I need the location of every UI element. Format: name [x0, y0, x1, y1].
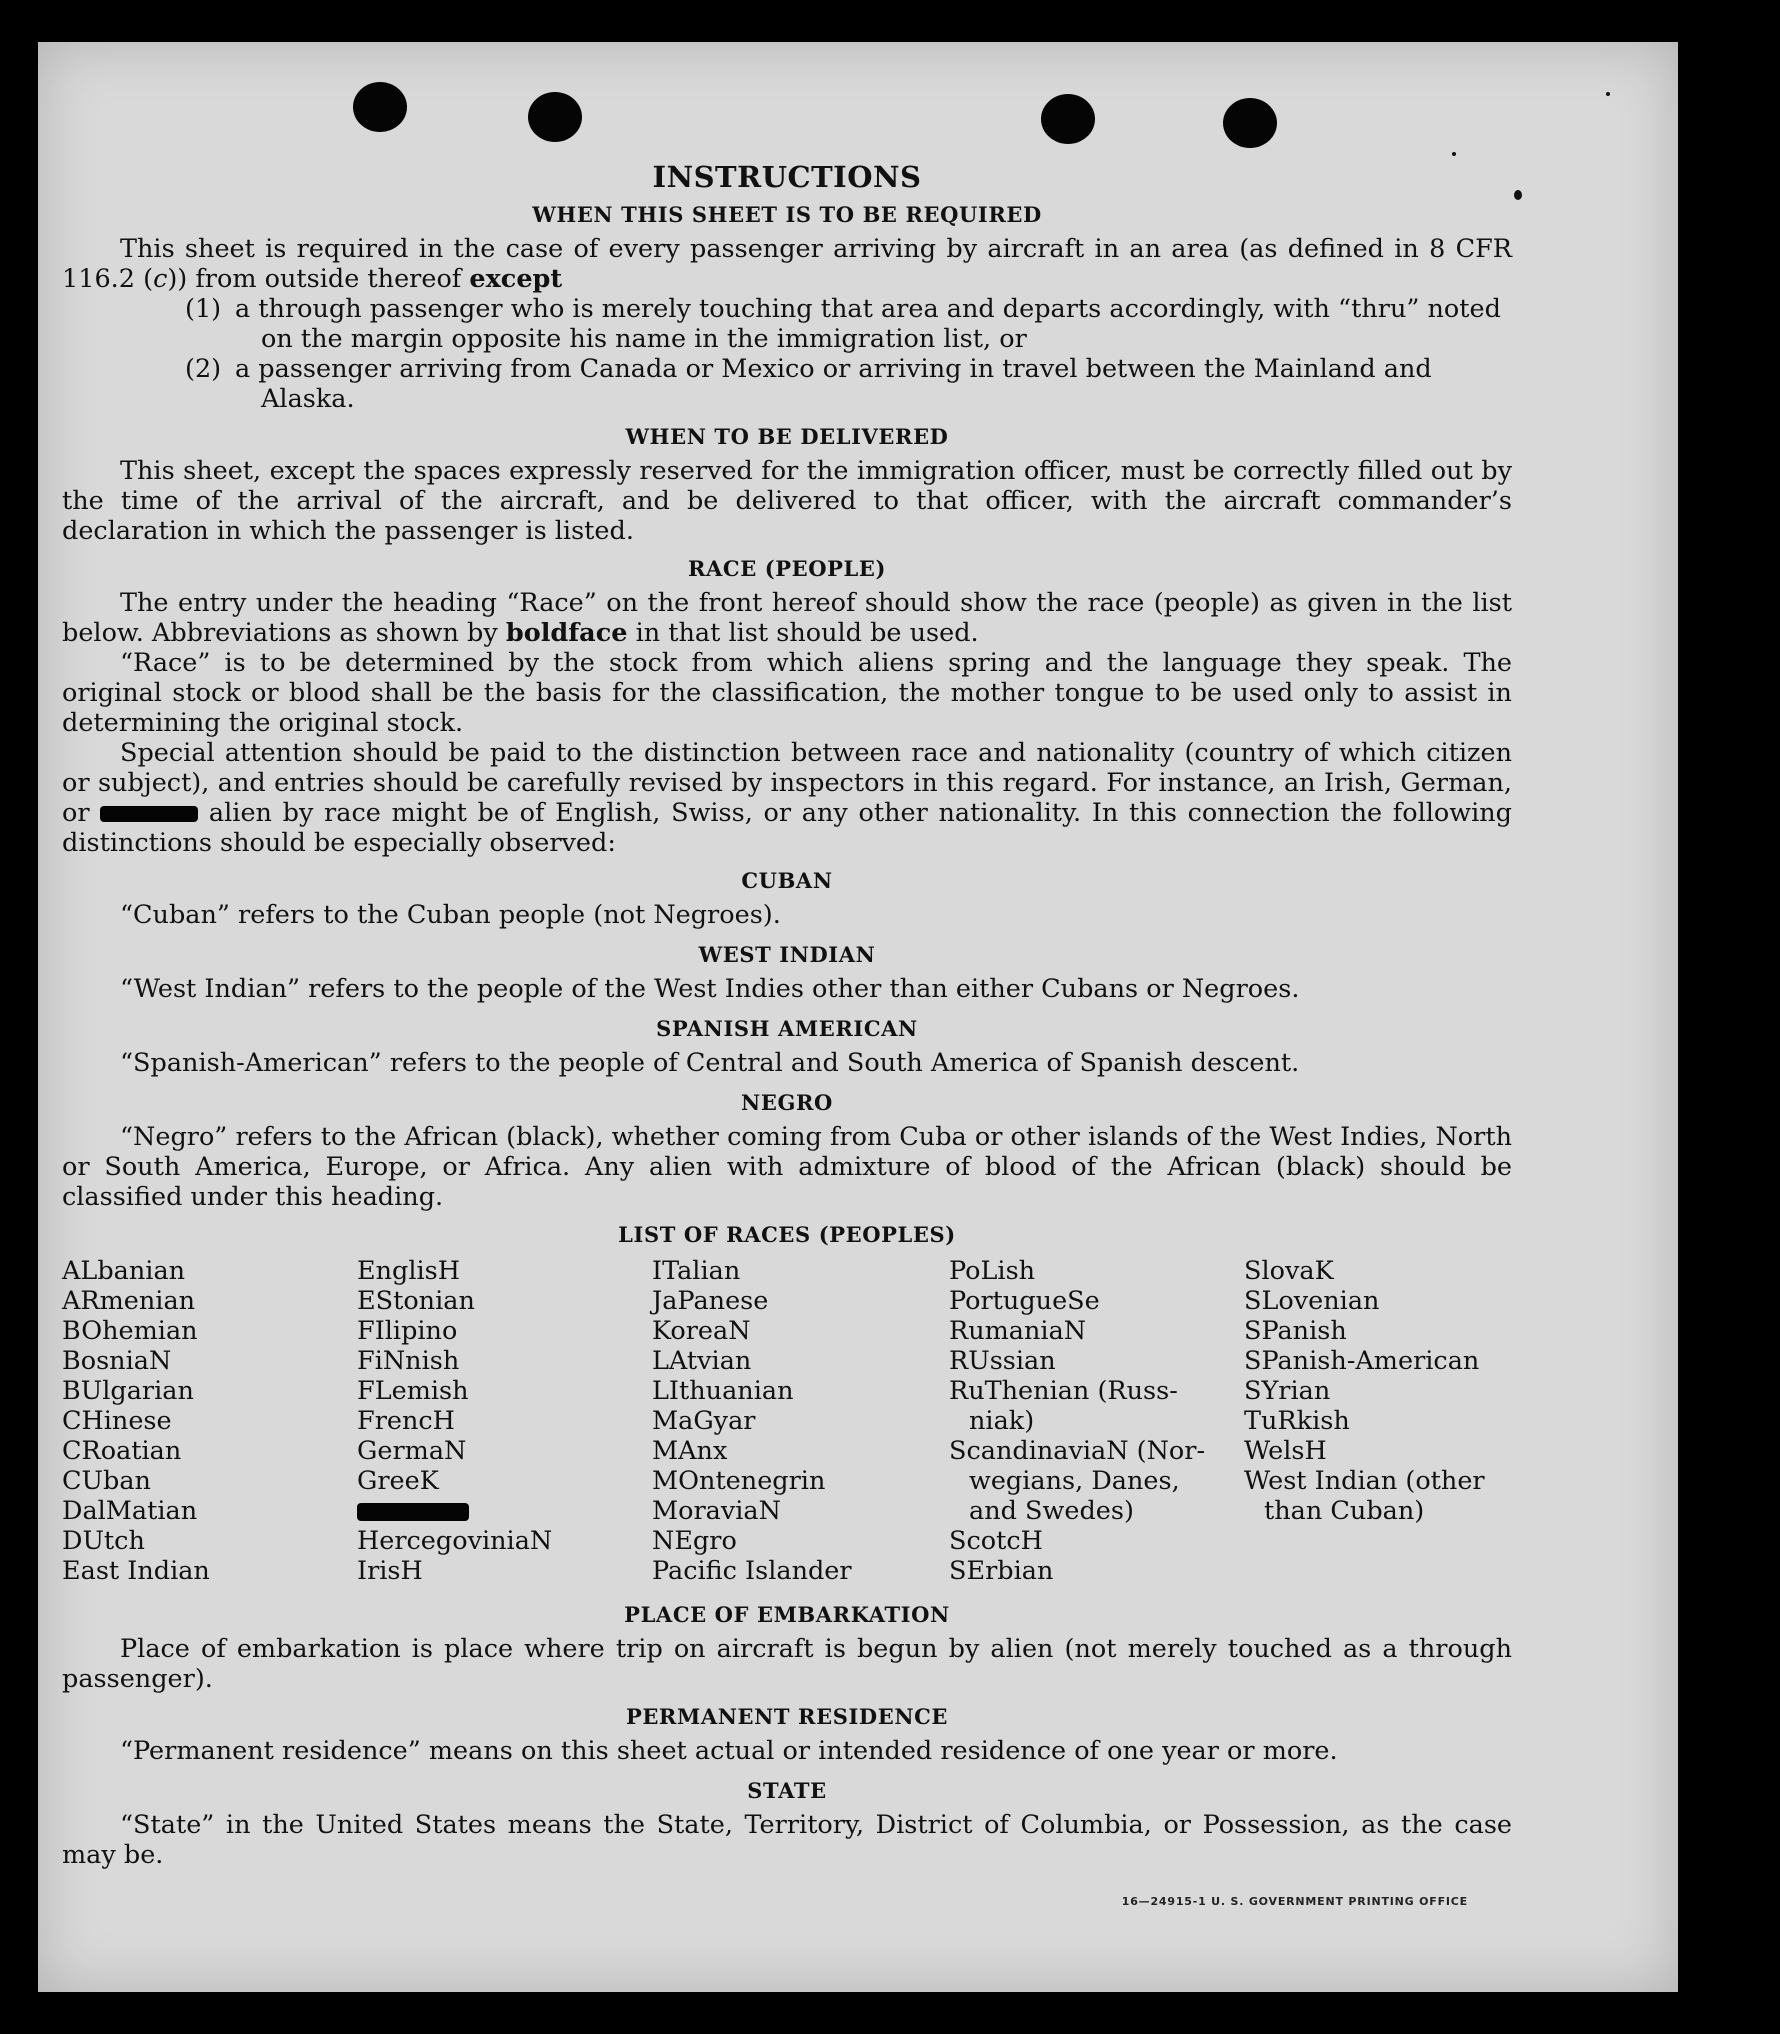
punch-hole: [1223, 98, 1277, 148]
paragraph: This sheet, except the spaces expressly reserved for the immigration officer, must be correctly filled out by the time of the arrival of the aircraft, and be delivered to that officer, with the aircraft commander’s declaration in which the passenger is listed.: [62, 456, 1512, 546]
text: Special attention should be paid to the distinction between race and nationality (country of which citizen or subject), and entries should be carefully revised by inspectors in this regard. For instance, an Irish, German, or: [62, 738, 1512, 828]
race-item: ScotcH: [949, 1526, 1043, 1556]
race-item: ALbanian: [62, 1256, 186, 1286]
race-item: CUban: [62, 1466, 151, 1496]
item-number: (2): [185, 354, 222, 384]
race-item: MoraviaN: [652, 1496, 781, 1526]
race-item: ITalian: [652, 1256, 741, 1286]
race-item: RUssian: [949, 1346, 1056, 1376]
text: )) from outside thereof: [167, 264, 470, 294]
paragraph: “Spanish-American” refers to the people of Central and South America of Spanish descent.: [120, 1048, 1300, 1078]
section-heading: WEST INDIAN: [698, 942, 876, 967]
section-heading: PERMANENT RESIDENCE: [625, 1704, 949, 1729]
race-column: [949, 1256, 1244, 1586]
race-item-continuation: and Swedes): [969, 1496, 1134, 1526]
paragraph: [62, 234, 1512, 294]
race-item-redacted: [357, 1496, 652, 1526]
race-item: LAtvian: [652, 1346, 752, 1376]
paragraph: “Negro” refers to the African (black), whether coming from Cuba or other islands of the West Indies, North or South America, Europe, or Africa. Any alien with admixture of blood of the African (black) should be classified under this heading.: [62, 1122, 1512, 1212]
paragraph: “Race” is to be determined by the stock from which aliens spring and the language they speak. The original stock or blood shall be the basis for the classification, the mother tongue to be used only to assist in determining the original stock.: [62, 648, 1512, 738]
race-item: DUtch: [62, 1526, 145, 1556]
text: Alaska.: [261, 384, 355, 414]
race-item-continuation: wegians, Danes,: [969, 1466, 1180, 1496]
text: alien by race might be of English, Swiss, or any other nationality. In this connection the following distinctions should be especially observed:: [62, 798, 1512, 858]
race-item: GreeK: [357, 1466, 439, 1496]
race-item: West Indian (other: [1244, 1466, 1485, 1496]
speck: [1514, 190, 1522, 200]
race-item: CRoatian: [62, 1436, 182, 1466]
item-text: [235, 294, 1512, 354]
race-item-continuation: than Cuban): [1264, 1496, 1425, 1526]
speck: [1452, 152, 1456, 156]
redaction-mark: [357, 1503, 469, 1521]
race-item: FiNnish: [357, 1346, 460, 1376]
race-item: SErbian: [949, 1556, 1054, 1586]
paragraph: “West Indian” refers to the people of the West Indies other than either Cubans or Negroes.: [120, 974, 1300, 1004]
text: This sheet is required in the case of every passenger arriving by aircraft in an area (as defined in 8 CFR 116.2 (: [62, 234, 1512, 294]
race-item: BUlgarian: [62, 1376, 194, 1406]
race-item: RuThenian (Russ-: [949, 1376, 1178, 1406]
page-title: INSTRUCTIONS: [652, 160, 922, 194]
race-item: JaPanese: [652, 1286, 769, 1316]
section-heading: CUBAN: [741, 868, 833, 893]
race-column: [652, 1256, 949, 1586]
race-item: FIlipino: [357, 1316, 458, 1346]
speck: [1606, 92, 1610, 96]
race-item: WelsH: [1244, 1436, 1327, 1466]
race-item: TuRkish: [1244, 1406, 1350, 1436]
race-item: East Indian: [62, 1556, 210, 1586]
list-item: [62, 354, 1512, 414]
race-item: LIthuanian: [652, 1376, 794, 1406]
section-heading: LIST OF RACES (PEOPLES): [618, 1222, 956, 1247]
text: on the margin opposite his name in the immigration list, or: [261, 324, 1027, 354]
race-item: GermaN: [357, 1436, 467, 1466]
race-item: MaGyar: [652, 1406, 756, 1436]
race-item: HercegoviniaN: [357, 1526, 553, 1556]
race-item: ScandinaviaN (Nor-: [949, 1436, 1206, 1466]
race-item: BOhemian: [62, 1316, 198, 1346]
race-list: [62, 1256, 1512, 1586]
section-heading: RACE (PEOPLE): [687, 556, 887, 581]
text: The entry under the heading “Race” on the front hereof should show the race (people) as given in the list below. Abbreviations as shown by: [62, 588, 1512, 648]
race-item: SLovenian: [1244, 1286, 1380, 1316]
section-heading: STATE: [747, 1778, 827, 1803]
race-item: FLemish: [357, 1376, 469, 1406]
paragraph: [62, 738, 1512, 858]
paragraph: [62, 588, 1512, 648]
race-item: Pacific Islander: [652, 1556, 852, 1586]
section-heading: WHEN TO BE DELIVERED: [625, 424, 949, 449]
race-item: EStonian: [357, 1286, 475, 1316]
race-item: CHinese: [62, 1406, 172, 1436]
race-item: DalMatian: [62, 1496, 198, 1526]
text: a passenger arriving from Canada or Mexico or arriving in travel between the Mainland and: [235, 354, 1432, 384]
punch-hole: [528, 92, 582, 142]
section-heading: SPANISH AMERICAN: [656, 1016, 918, 1041]
printing-office-code: 16—24915-1 U. S. GOVERNMENT PRINTING OFFICE: [1121, 1895, 1468, 1908]
punch-hole: [353, 82, 407, 132]
race-column: [62, 1256, 357, 1586]
list-item: [62, 294, 1512, 354]
item-text: [235, 354, 1512, 414]
race-item: SYrian: [1244, 1376, 1331, 1406]
paragraph: Place of embarkation is place where trip on aircraft is begun by alien (not merely touched as a through passenger).: [62, 1634, 1512, 1694]
paragraph: “Permanent residence” means on this sheet actual or intended residence of one year or more.: [120, 1736, 1338, 1766]
race-item: PoLish: [949, 1256, 1036, 1286]
race-item: ARmenian: [62, 1286, 196, 1316]
race-item: EnglisH: [357, 1256, 460, 1286]
race-item: KoreaN: [652, 1316, 751, 1346]
text: boldface: [505, 618, 628, 648]
instructions-content: [62, 162, 1512, 1870]
section-heading: WHEN THIS SHEET IS TO BE REQUIRED: [532, 202, 1042, 227]
race-column: [357, 1256, 652, 1586]
race-item: SlovaK: [1244, 1256, 1334, 1286]
section-heading: PLACE OF EMBARKATION: [624, 1602, 950, 1627]
punch-hole: [1041, 94, 1095, 144]
race-item: BosniaN: [62, 1346, 172, 1376]
text: except: [469, 264, 563, 294]
race-item: SPanish: [1244, 1316, 1347, 1346]
race-item-continuation: niak): [969, 1406, 1035, 1436]
document-sheet: [38, 42, 1678, 1992]
race-item: PortugueSe: [949, 1286, 1100, 1316]
redaction-mark: [100, 806, 198, 822]
race-item: MOntenegrin: [652, 1466, 826, 1496]
race-item: MAnx: [652, 1436, 728, 1466]
text: in that list should be used.: [627, 618, 979, 648]
section-heading: NEGRO: [741, 1090, 833, 1115]
paragraph: “Cuban” refers to the Cuban people (not Negroes).: [120, 900, 781, 930]
item-number: (1): [185, 294, 222, 324]
race-item: NEgro: [652, 1526, 737, 1556]
race-item: RumaniaN: [949, 1316, 1087, 1346]
race-item: IrisH: [357, 1556, 423, 1586]
race-column: [1244, 1256, 1512, 1586]
text: c: [153, 264, 168, 294]
race-item: SPanish-American: [1244, 1346, 1480, 1376]
paragraph: “State” in the United States means the State, Territory, District of Columbia, or Possession, as the case may be.: [62, 1810, 1512, 1870]
text: a through passenger who is merely touching that area and departs accordingly, with “thru” noted: [235, 294, 1501, 324]
race-item: FrencH: [357, 1406, 455, 1436]
